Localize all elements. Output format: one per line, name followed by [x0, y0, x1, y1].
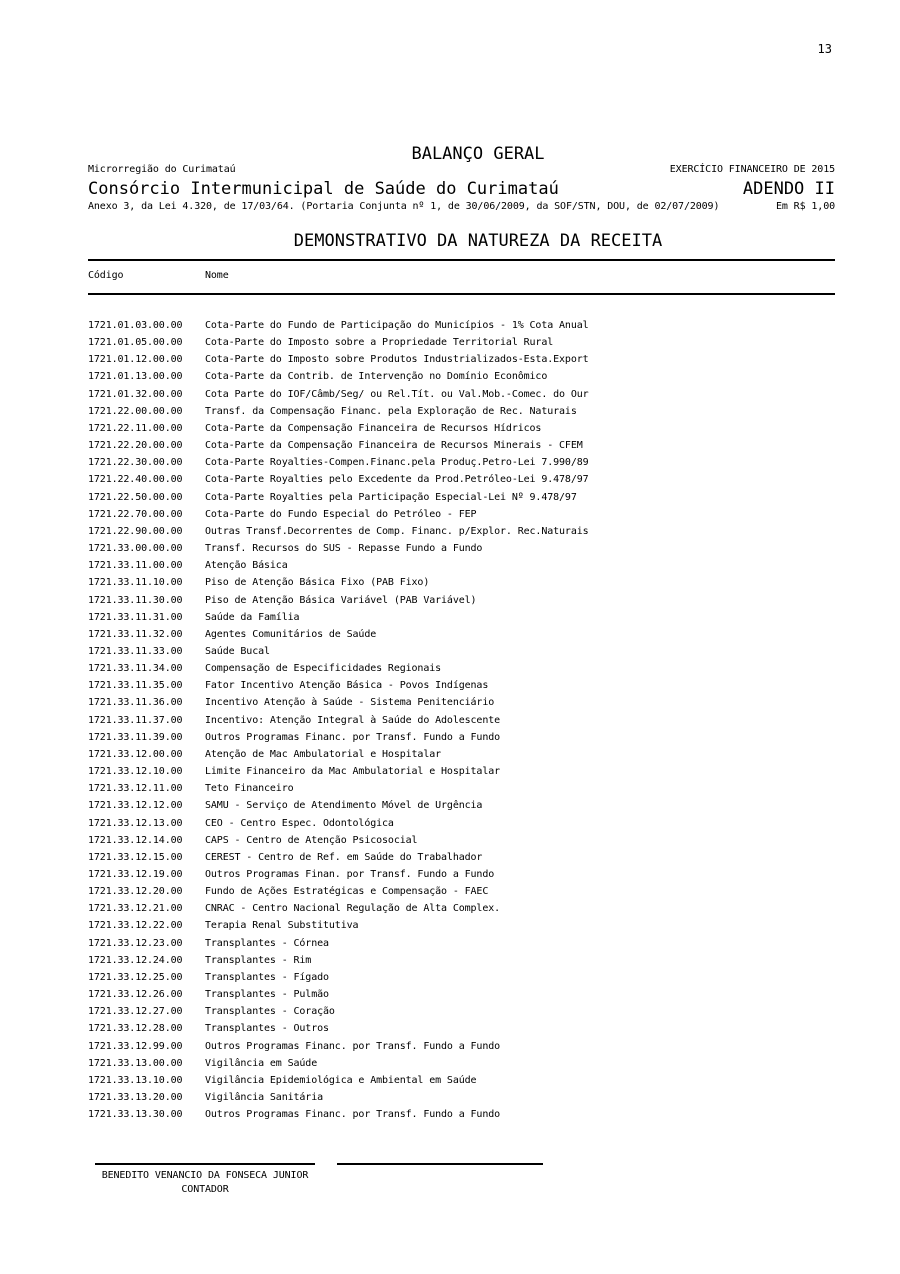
- row-name: Cota-Parte Royalties-Compen.Financ.pela Produç.Petro-Lei 7.990/89: [205, 457, 589, 469]
- signature-block-left: [95, 1163, 315, 1197]
- row-name: Atenção Básica: [205, 560, 288, 572]
- row-code: 1721.33.11.00.00: [88, 560, 183, 572]
- table-row: [88, 1006, 835, 1023]
- row-name: CEO - Centro Espec. Odontológica: [205, 817, 394, 829]
- row-code: 1721.33.12.12.00: [88, 800, 183, 812]
- entity-region: Microrregião do Curimataú: [88, 164, 236, 175]
- row-name: Transplantes - Pulmão: [205, 989, 329, 1001]
- row-name: Transf. Recursos do SUS - Repasse Fundo a Fundo: [205, 543, 483, 555]
- row-code: 1721.33.00.00.00: [88, 543, 183, 555]
- column-header-code: Código: [88, 270, 124, 281]
- row-name: Outros Programas Finan. por Transf. Fundo a Fundo: [205, 869, 495, 880]
- row-code: 1721.33.11.32.00: [88, 628, 183, 640]
- row-code: 1721.33.13.20.00: [88, 1092, 183, 1104]
- row-name: Teto Financeiro: [205, 783, 294, 795]
- row-code: 1721.33.11.10.00: [88, 577, 183, 589]
- table-row: [88, 440, 835, 457]
- row-name: Cota Parte do IOF/Câmb/Seg/ ou Rel.Tít. ou Val.Mob.-Comec. do Our: [205, 388, 589, 400]
- table-row: [88, 663, 835, 680]
- row-code: 1721.22.50.00.00: [88, 491, 183, 503]
- row-name: Incentivo Atenção à Saúde - Sistema Penitenciário: [205, 697, 495, 709]
- row-code: 1721.33.12.22.00: [88, 920, 183, 932]
- currency-unit: Em R$ 1,00: [775, 201, 835, 212]
- table-header: [88, 270, 835, 282]
- row-code: 1721.33.11.37.00: [88, 714, 183, 726]
- row-code: 1721.22.30.00.00: [88, 457, 183, 469]
- table-row: [88, 474, 835, 491]
- row-code: 1721.33.11.31.00: [88, 611, 183, 623]
- addendum-label: ADENDO II: [742, 179, 835, 199]
- table-row: [88, 1109, 835, 1126]
- row-code: 1721.01.05.00.00: [88, 337, 183, 349]
- row-name: Vigilância em Saúde: [205, 1057, 318, 1069]
- table-row: [88, 732, 835, 749]
- table-row: [88, 972, 835, 989]
- row-code: 1721.33.12.19.00: [88, 869, 183, 880]
- row-name: Fundo de Ações Estratégicas e Compensação - FAEC: [205, 886, 489, 898]
- row-code: 1721.33.12.15.00: [88, 851, 183, 863]
- table-row: [88, 697, 835, 714]
- signature-block-right: [337, 1163, 543, 1165]
- table-row: [88, 337, 835, 354]
- table-row: [88, 1075, 835, 1092]
- table-row: [88, 492, 835, 509]
- row-code: 1721.33.11.35.00: [88, 680, 183, 692]
- row-code: 1721.22.20.00.00: [88, 440, 183, 452]
- row-name: Incentivo: Atenção Integral à Saúde do Adolescente: [205, 714, 501, 726]
- row-name: Saúde Bucal: [205, 645, 270, 657]
- row-name: Atenção de Mac Ambulatorial e Hospitalar: [205, 748, 442, 760]
- row-code: 1721.33.12.23.00: [88, 937, 183, 949]
- table-row: [88, 800, 835, 817]
- table-row: [88, 577, 835, 594]
- row-name: Outros Programas Financ. por Transf. Fundo a Fundo: [205, 1109, 501, 1121]
- table-row: [88, 818, 835, 835]
- row-code: 1721.33.12.20.00: [88, 886, 183, 898]
- row-name: Vigilância Sanitária: [205, 1092, 324, 1104]
- row-code: 1721.33.11.30.00: [88, 594, 183, 606]
- table-row: [88, 612, 835, 629]
- table-row: [88, 955, 835, 972]
- row-name: CEREST - Centro de Ref. em Saúde do Trabalhador: [205, 851, 483, 863]
- row-code: 1721.01.03.00.00: [88, 320, 183, 331]
- row-name: Cota-Parte Royalties pela Participação Especial-Lei Nº 9.478/97: [205, 491, 577, 503]
- table-row: [88, 783, 835, 800]
- row-code: 1721.33.13.00.00: [88, 1057, 183, 1069]
- row-name: Outros Programas Financ. por Transf. Fundo a Fundo: [205, 1040, 501, 1052]
- table-row: [88, 1023, 835, 1040]
- table-row: [88, 629, 835, 646]
- row-name: Transf. da Compensação Financ. pela Exploração de Rec. Naturais: [205, 405, 577, 417]
- row-code: 1721.01.12.00.00: [88, 354, 183, 366]
- table-row: [88, 646, 835, 663]
- row-name: Cota-Parte do Imposto sobre a Propriedade Territorial Rural: [205, 337, 554, 349]
- table-row: [88, 595, 835, 612]
- row-code: 1721.33.12.24.00: [88, 954, 183, 966]
- header-line-2: [88, 181, 835, 198]
- row-name: Cota-Parte da Compensação Financeira de Recursos Minerais - CFEM: [205, 440, 583, 452]
- column-header-name: Nome: [205, 270, 229, 281]
- row-code: 1721.33.12.11.00: [88, 783, 183, 795]
- table-row: [88, 526, 835, 543]
- row-name: Outros Programas Financ. por Transf. Fundo a Fundo: [205, 731, 501, 743]
- table-row: [88, 989, 835, 1006]
- table-row: [88, 406, 835, 423]
- row-code: 1721.22.11.00.00: [88, 422, 183, 434]
- row-code: 1721.33.12.10.00: [88, 766, 183, 778]
- row-name: Cota-Parte da Compensação Financeira de Recursos Hídricos: [205, 422, 542, 434]
- row-name: Cota-Parte do Fundo Especial do Petróleo - FEP: [205, 508, 477, 520]
- table-row: [88, 423, 835, 440]
- row-name: Outras Transf.Decorrentes de Comp. Financ. p/Explor. Rec.Naturais: [205, 525, 589, 537]
- row-name: Cota-Parte do Fundo de Participação do Municípios - 1% Cota Anual: [205, 320, 589, 331]
- entity-name: Consórcio Intermunicipal de Saúde do Curimataú: [88, 179, 559, 199]
- row-name: Saúde da Família: [205, 611, 300, 623]
- row-name: Cota-Parte Royalties pelo Excedente da Prod.Petróleo-Lei 9.478/97: [205, 474, 589, 486]
- row-code: 1721.33.12.14.00: [88, 834, 183, 846]
- fiscal-year: EXERCÍCIO FINANCEIRO DE 2015: [669, 164, 835, 175]
- table-row: [88, 938, 835, 955]
- table-row: [88, 715, 835, 732]
- row-name: CNRAC - Centro Nacional Regulação de Alta Complex.: [205, 903, 501, 915]
- row-name: Cota-Parte da Contrib. de Intervenção no Domínio Econômico: [205, 371, 548, 383]
- table-row: [88, 1041, 835, 1058]
- row-code: 1721.22.70.00.00: [88, 508, 183, 520]
- signature-line-left: [95, 1163, 315, 1165]
- header-line-1: [88, 164, 835, 176]
- signer-name: BENEDITO VENANCIO DA FONSECA JUNIOR: [101, 1170, 309, 1181]
- row-code: 1721.33.11.34.00: [88, 663, 183, 675]
- table-header-rule: [88, 293, 835, 295]
- row-code: 1721.22.90.00.00: [88, 525, 183, 537]
- table-top-rule: [88, 259, 835, 261]
- page-number: 13: [817, 42, 832, 56]
- row-code: 1721.22.00.00.00: [88, 405, 183, 417]
- row-name: Terapia Renal Substitutiva: [205, 920, 359, 932]
- row-code: 1721.01.32.00.00: [88, 388, 183, 400]
- signer-role: CONTADOR: [181, 1184, 229, 1195]
- row-name: Vigilância Epidemiológica e Ambiental em Saúde: [205, 1074, 477, 1086]
- section-title: DEMONSTRATIVO DA NATUREZA DA RECEITA: [293, 231, 663, 251]
- row-code: 1721.33.13.10.00: [88, 1074, 183, 1086]
- table-row: [88, 749, 835, 766]
- row-name: Piso de Atenção Básica Fixo (PAB Fixo): [205, 577, 430, 589]
- legal-reference: Anexo 3, da Lei 4.320, de 17/03/64. (Portaria Conjunta nº 1, de 30/06/2009, da SOF/STN, DOU, de 02/07/2009): [88, 201, 720, 212]
- table-row: [88, 680, 835, 697]
- row-code: 1721.33.12.99.00: [88, 1040, 183, 1052]
- table-row: [88, 543, 835, 560]
- signature-line-right: [337, 1163, 543, 1165]
- table-row: [88, 903, 835, 920]
- row-code: 1721.33.11.33.00: [88, 645, 183, 657]
- row-code: 1721.33.13.30.00: [88, 1109, 183, 1121]
- row-code: 1721.33.11.39.00: [88, 731, 183, 743]
- table-row: [88, 1092, 835, 1109]
- table-row: [88, 320, 835, 337]
- table-row: [88, 835, 835, 852]
- table-row: [88, 560, 835, 577]
- row-name: Agentes Comunitários de Saúde: [205, 628, 377, 640]
- row-code: 1721.33.12.27.00: [88, 1006, 183, 1018]
- row-name: CAPS - Centro de Atenção Psicosocial: [205, 834, 418, 846]
- row-name: Compensação de Especificidades Regionais: [205, 663, 442, 675]
- table-rows: [88, 320, 835, 1126]
- table-row: [88, 869, 835, 886]
- row-name: Transplantes - Córnea: [205, 937, 329, 949]
- row-name: SAMU - Serviço de Atendimento Móvel de Urgência: [205, 800, 483, 812]
- row-code: 1721.33.12.21.00: [88, 903, 183, 915]
- row-name: Piso de Atenção Básica Variável (PAB Variável): [205, 594, 477, 606]
- table-row: [88, 886, 835, 903]
- table-row: [88, 354, 835, 371]
- table-row: [88, 766, 835, 783]
- row-name: Transplantes - Fígado: [205, 971, 329, 983]
- row-name: Transplantes - Rim: [205, 954, 312, 966]
- table-row: [88, 509, 835, 526]
- table-row: [88, 1058, 835, 1075]
- row-code: 1721.33.12.25.00: [88, 971, 183, 983]
- table-row: [88, 457, 835, 474]
- row-code: 1721.33.12.26.00: [88, 989, 183, 1001]
- row-name: Transplantes - Coração: [205, 1006, 335, 1018]
- row-code: 1721.33.12.28.00: [88, 1023, 183, 1035]
- row-code: 1721.22.40.00.00: [88, 474, 183, 486]
- row-code: 1721.33.12.13.00: [88, 817, 183, 829]
- row-code: 1721.33.12.00.00: [88, 748, 183, 760]
- table-row: [88, 389, 835, 406]
- table-row: [88, 920, 835, 937]
- row-name: Transplantes - Outros: [205, 1023, 329, 1035]
- row-code: 1721.33.11.36.00: [88, 697, 183, 709]
- header-line-3: [88, 201, 835, 213]
- row-code: 1721.01.13.00.00: [88, 371, 183, 383]
- row-name: Cota-Parte do Imposto sobre Produtos Industrializados-Esta.Export: [205, 354, 589, 366]
- document-title: BALANÇO GERAL: [411, 144, 545, 164]
- table-row: [88, 852, 835, 869]
- row-name: Fator Incentivo Atenção Básica - Povos Indígenas: [205, 680, 489, 692]
- row-name: Limite Financeiro da Mac Ambulatorial e Hospitalar: [205, 766, 501, 778]
- table-row: [88, 371, 835, 388]
